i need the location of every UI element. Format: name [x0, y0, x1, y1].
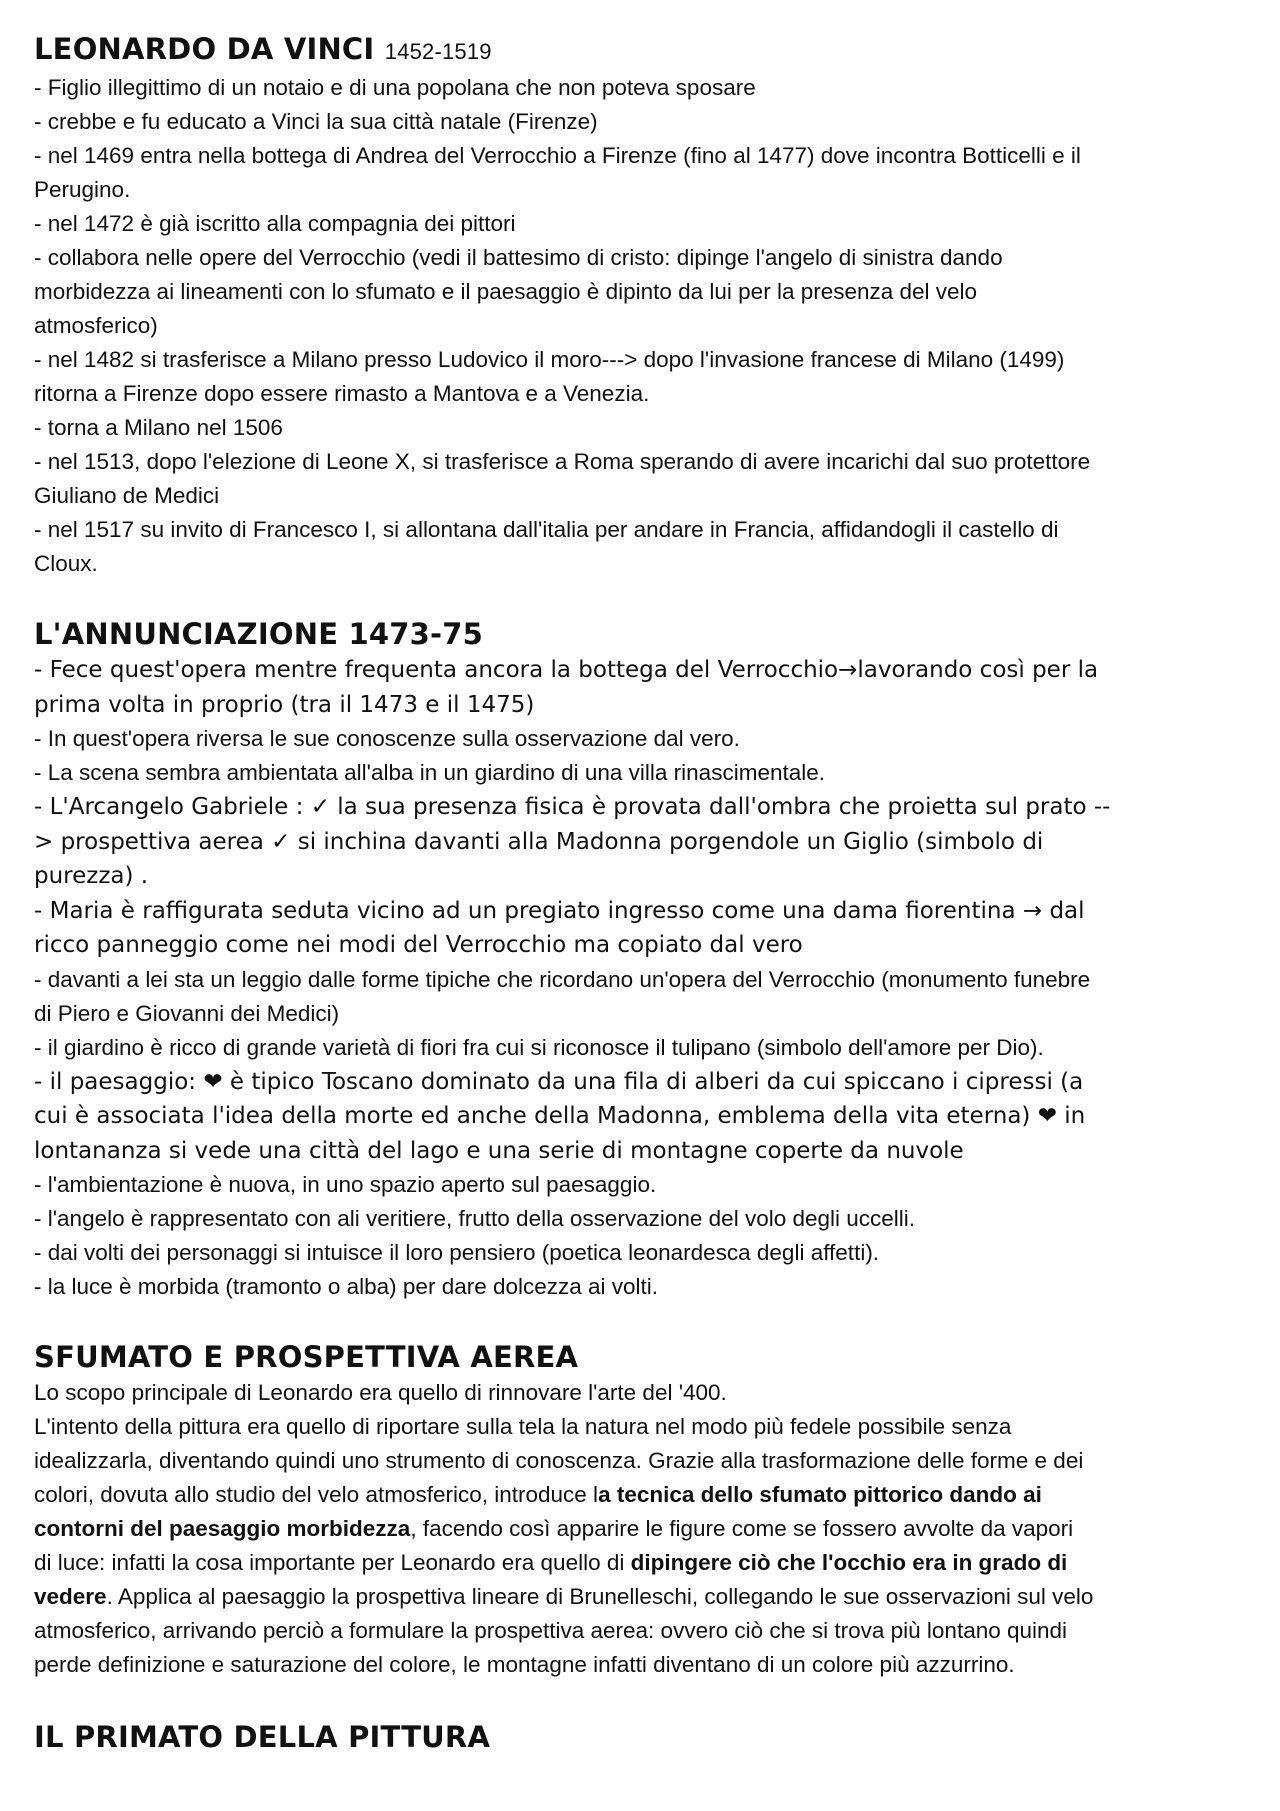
text-line: - nel 1513, dopo l'elezione di Leone X, si trasferisce a Roma sperando di avere incarichi dal suo protettore: [34, 449, 1091, 474]
section-title-primato: IL PRIMATO DELLA PITTURA: [34, 1720, 491, 1754]
section-title-annunciazione: L'ANNUNCIAZIONE 1473-75: [34, 617, 484, 651]
text-line: prima volta in proprio (tra il 1473 e il 1475): [34, 691, 535, 718]
text-line: [34, 1580, 1264, 1614]
annunciazione-body: [34, 653, 1264, 1304]
text-line: - davanti a lei sta un leggio dalle forme tipiche che ricordano un'opera del Verrocchio (monumento funebre: [34, 966, 1091, 992]
text-line: Giuliano de Medici: [34, 483, 220, 508]
text-line: > prospettiva aerea ✓ si inchina davanti alla Madonna porgendole un Giglio (simbolo di: [34, 828, 1044, 855]
leonardo-body: [34, 71, 1264, 581]
text-line: - torna a Milano nel 1506: [34, 415, 283, 440]
bold-run: contorni del paesaggio morbidezza: [34, 1516, 411, 1541]
text-line: L'intento della pittura era quello di riportare sulla tela la natura nel modo più fedele possibile senza: [34, 1414, 1012, 1439]
text-line: lontananza si vede una città del lago e una serie di montagne coperte da nuvole: [34, 1137, 964, 1164]
text-run: colori, dovuta allo studio del velo atmosferico, introduce l: [34, 1482, 599, 1507]
text-run: di luce: infatti la cosa importante per Leonardo era quello di: [34, 1550, 631, 1575]
text-run: . Applica al paesaggio la prospettiva lineare di Brunelleschi, collegando le sue osservazioni sul velo: [106, 1584, 1094, 1609]
spacer: [34, 581, 1264, 615]
text-line: Cloux.: [34, 551, 98, 576]
text-line: - nel 1482 si trasferisce a Milano presso Ludovico il moro---> dopo l'invasione francese di Milano (1499): [34, 347, 1065, 372]
document-page: [34, 30, 1264, 1756]
text-line: purezza) .: [34, 863, 149, 889]
text-line: ritorna a Firenze dopo essere rimasto a Mantova e a Venezia.: [34, 381, 650, 406]
title-years: 1452-1519: [384, 39, 492, 64]
text-run: , facendo così apparire le figure come se fossero avvolte da vapori: [410, 1516, 1074, 1541]
text-line: cui è associata l'idea della morte ed anche della Madonna, emblema della vita eterna) ❤ in: [34, 1103, 1086, 1129]
text-line: Perugino.: [34, 177, 131, 202]
text-line: - Maria è raffigurata seduta vicino ad un pregiato ingresso come una dama fiorentina → dal: [34, 897, 1085, 924]
text-line: - nel 1472 è già iscritto alla compagnia dei pittori: [34, 211, 516, 236]
bold-run: a tecnica dello sfumato pittorico dando ai: [598, 1482, 1042, 1507]
text-line: atmosferico): [34, 313, 158, 338]
text-line: Lo scopo principale di Leonardo era quello di rinnovare l'arte del '400.: [34, 1380, 727, 1405]
section-title-sfumato: SFUMATO E PROSPETTIVA AEREA: [34, 1340, 579, 1374]
text-line: - L'Arcangelo Gabriele : ✓ la sua presenza fisica è provata dall'ombra che proietta sul prato --: [34, 794, 1111, 820]
text-line: - nel 1517 su invito di Francesco I, si allontana dall'italia per andare in Francia, affidandogli il castello di: [34, 517, 1059, 542]
text-line: - nel 1469 entra nella bottega di Andrea del Verrocchio a Firenze (fino al 1477) dove incontra Botticelli e il: [34, 143, 1081, 168]
text-line: - dai volti dei personaggi si intuisce il loro pensiero (poetica leonardesca degli affetti).: [34, 1240, 880, 1265]
text-line: [34, 1512, 1264, 1546]
bold-run: vedere: [34, 1584, 107, 1609]
text-line: [34, 1478, 1264, 1512]
text-line: - La scena sembra ambientata all'alba in un giardino di una villa rinascimentale.: [34, 760, 825, 785]
spacer: [34, 1304, 1264, 1338]
text-line: di Piero e Giovanni dei Medici): [34, 1000, 340, 1026]
text-line: - l'angelo è rappresentato con ali veritiere, frutto della osservazione del volo degli uccelli.: [34, 1206, 916, 1231]
text-line: [34, 1546, 1264, 1580]
text-line: atmosferico, arrivando perciò a formulare la prospettiva aerea: ovvero ciò che si trova più lontano quindi: [34, 1618, 1068, 1643]
bold-run: dipingere ciò che l'occhio era in grado di: [630, 1550, 1068, 1575]
text-line: morbidezza ai lineamenti con lo sfumato e il paesaggio è dipinto da lui per la presenza del velo: [34, 279, 978, 304]
spacer: [34, 1682, 1264, 1718]
text-line: - In quest'opera riversa le sue conoscenze sulla osservazione dal vero.: [34, 726, 740, 751]
section-title-leonardo: [34, 30, 1264, 71]
text-line: - Fece quest'opera mentre frequenta ancora la bottega del Verrocchio→lavorando così per la: [34, 657, 1099, 683]
sfumato-body: [34, 1376, 1264, 1682]
text-line: - il giardino è ricco di grande varietà di fiori fra cui si riconosce il tulipano (simbolo dell'amore per Dio).: [34, 1034, 1044, 1060]
text-line: - l'ambientazione è nuova, in uno spazio aperto sul paesaggio.: [34, 1172, 657, 1197]
text-line: ricco panneggio come nei modi del Verrocchio ma copiato dal vero: [34, 932, 803, 958]
text-line: idealizzarla, diventando quindi uno strumento di conoscenza. Grazie alla trasformazione delle forme e dei: [34, 1448, 1084, 1473]
text-line: - crebbe e fu educato a Vinci la sua città natale (Firenze): [34, 109, 598, 134]
text-line: - la luce è morbida (tramonto o alba) per dare dolcezza ai volti.: [34, 1274, 659, 1299]
text-line: - il paesaggio: ❤ è tipico Toscano dominato da una fila di alberi da cui spiccano i cipressi (a: [34, 1068, 1084, 1095]
text-line: perde definizione e saturazione del colore, le montagne infatti diventano di un colore più azzurrino.: [34, 1652, 1015, 1677]
text-line: - collabora nelle opere del Verrocchio (vedi il battesimo di cristo: dipinge l'angelo di sinistra dando: [34, 245, 1003, 270]
text-line: - Figlio illegittimo di un notaio e di una popolana che non poteva sposare: [34, 75, 756, 100]
title-text: LEONARDO DA VINCI: [34, 32, 375, 66]
